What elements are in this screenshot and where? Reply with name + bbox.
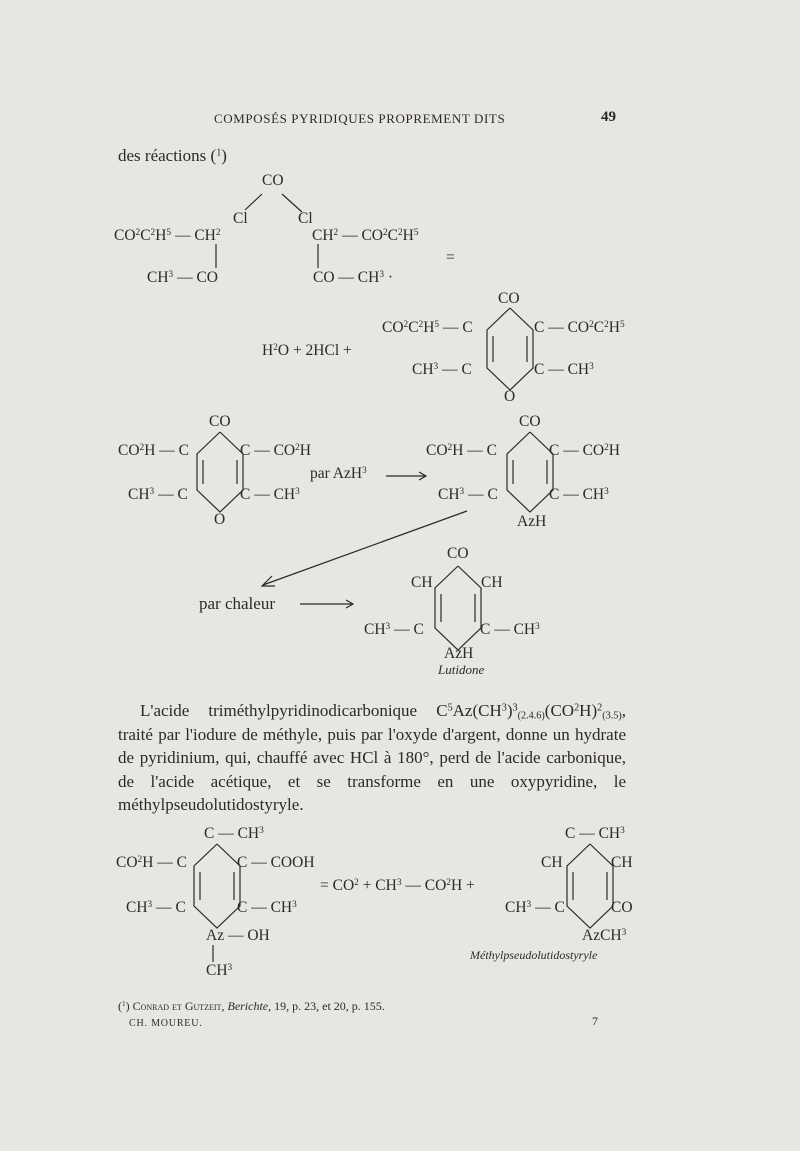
s2-acid-left: $CO^2H$ — C: [118, 442, 189, 459]
s4-azch3-r: AzCH$^3$: [582, 927, 627, 944]
s3-ch3-right: C — $CH^3$: [480, 621, 540, 638]
s4-c-ch3-top: C — $CH^3$: [204, 825, 264, 842]
s2-ch3-right-right: C — $CH^3$: [549, 486, 609, 503]
intro-text: des réactions ($^1$): [118, 146, 227, 165]
s4-co-right-r: CO: [611, 899, 633, 916]
s1-h2o-hcl: $H^2O + 2HCl$ +: [262, 342, 352, 359]
s2-acid-right: $CO^2H$ — C: [426, 442, 497, 459]
s2-reagent: par AzH$^3$: [310, 465, 367, 482]
signature-author: CH. MOUREU.: [129, 1018, 203, 1029]
s1-equals: =: [446, 249, 455, 266]
s4-ch3-left-r: $CH^3$ — C: [505, 899, 565, 916]
s3-ch-right: CH: [481, 574, 503, 591]
s3-ch-left: CH: [411, 574, 433, 591]
s4-c-ch3-top-r: C — $CH^3$: [565, 825, 625, 842]
s2-azh-right: AzH: [517, 513, 547, 530]
s3-ch3-left: $CH^3$ — C: [364, 621, 424, 638]
s1-pyrone-ch3-left: $CH^3$ — C: [412, 361, 472, 378]
s2-ch3-right: $CH^3$ — C: [438, 486, 498, 503]
s1-o-bottom: O: [504, 388, 516, 405]
s1-cl-left: Cl: [233, 210, 248, 227]
signature-sheet: 7: [592, 1014, 598, 1028]
s3-name: Lutidone: [438, 662, 485, 677]
s1-pyrone-co: CO: [498, 290, 520, 307]
s2-acid-right-right: C — $CO^2H$: [549, 442, 620, 459]
s4-ch-left-r: CH: [541, 854, 563, 871]
s1-cl-right: Cl: [298, 210, 313, 227]
body-paragraph: L'acide triméthylpyridinodicarbonique $C^5Az(CH^3)^3_{(2.4.6)}(CO^2H)^2_{(3.5)}$, traité par l'iodure de méthyle, puis par l'oxyde d'argent, donne un hydrate de pyridinium, qui, chauffé avec HCl à 180°, perd de l'acide carbonique, de l'acide acétique, et se transforme en une oxypyridine, le méthylpseudolutidostyryle.: [118, 701, 626, 814]
s2-acid-left-right: C — $CO^2H$: [240, 442, 311, 459]
s4-az-oh: Az — OH: [206, 927, 270, 944]
s1-pyrone-ch3-right: C — $CH^3$: [534, 361, 594, 378]
s1-pyrone-ester-right: C — $CO^2C^2H^5$: [534, 319, 625, 336]
s4-ch3-right: C — $CH^3$: [237, 899, 297, 916]
running-title: COMPOSÉS PYRIDIQUES PROPREMENT DITS: [214, 111, 506, 126]
s1-ch3-co: $CH^3$ — CO: [147, 269, 218, 286]
s3-azh: AzH: [444, 645, 474, 662]
s2-ch3-left: $CH^3$ — C: [128, 486, 188, 503]
s1-ester-left: $CO^2C^2H^5$ — $CH^2$: [114, 227, 221, 244]
s4-ch3-left: $CH^3$ — C: [126, 899, 186, 916]
s2-o-left: O: [214, 511, 226, 528]
s4-cooh: C — COOH: [237, 854, 315, 871]
s1-pyrone-ester-left: $CO^2C^2H^5$ — C: [382, 319, 473, 336]
page-number: 49: [601, 109, 616, 125]
s1-co-top: CO: [262, 172, 284, 189]
s2-co-right: CO: [519, 413, 541, 430]
s1-co-ch3-right: CO — $CH^3$ ·: [313, 269, 394, 286]
s4-acid: $CO^2H$ — C: [116, 854, 187, 871]
s3-co: CO: [447, 545, 469, 562]
s3-heat: par chaleur: [199, 594, 275, 613]
s4-ch3-n: $CH^3$: [206, 962, 233, 979]
s1-ch2-ester-right: $CH^2$ — $CO^2C^2H^5$: [312, 227, 419, 244]
footnote: ($^1$) Conrad et Gutzeit, Berichte, 19, p. 23, et 20, p. 155.: [118, 999, 385, 1013]
s4-products: = $CO^2 + CH^3$ — $CO^2H$ +: [320, 877, 475, 894]
s4-ch-right-r: CH: [611, 854, 633, 871]
s2-co-left: CO: [209, 413, 231, 430]
s4-name: Méthylpseudolutidostyryle: [470, 948, 598, 962]
s2-ch3-left-right: C — $CH^3$: [240, 486, 300, 503]
